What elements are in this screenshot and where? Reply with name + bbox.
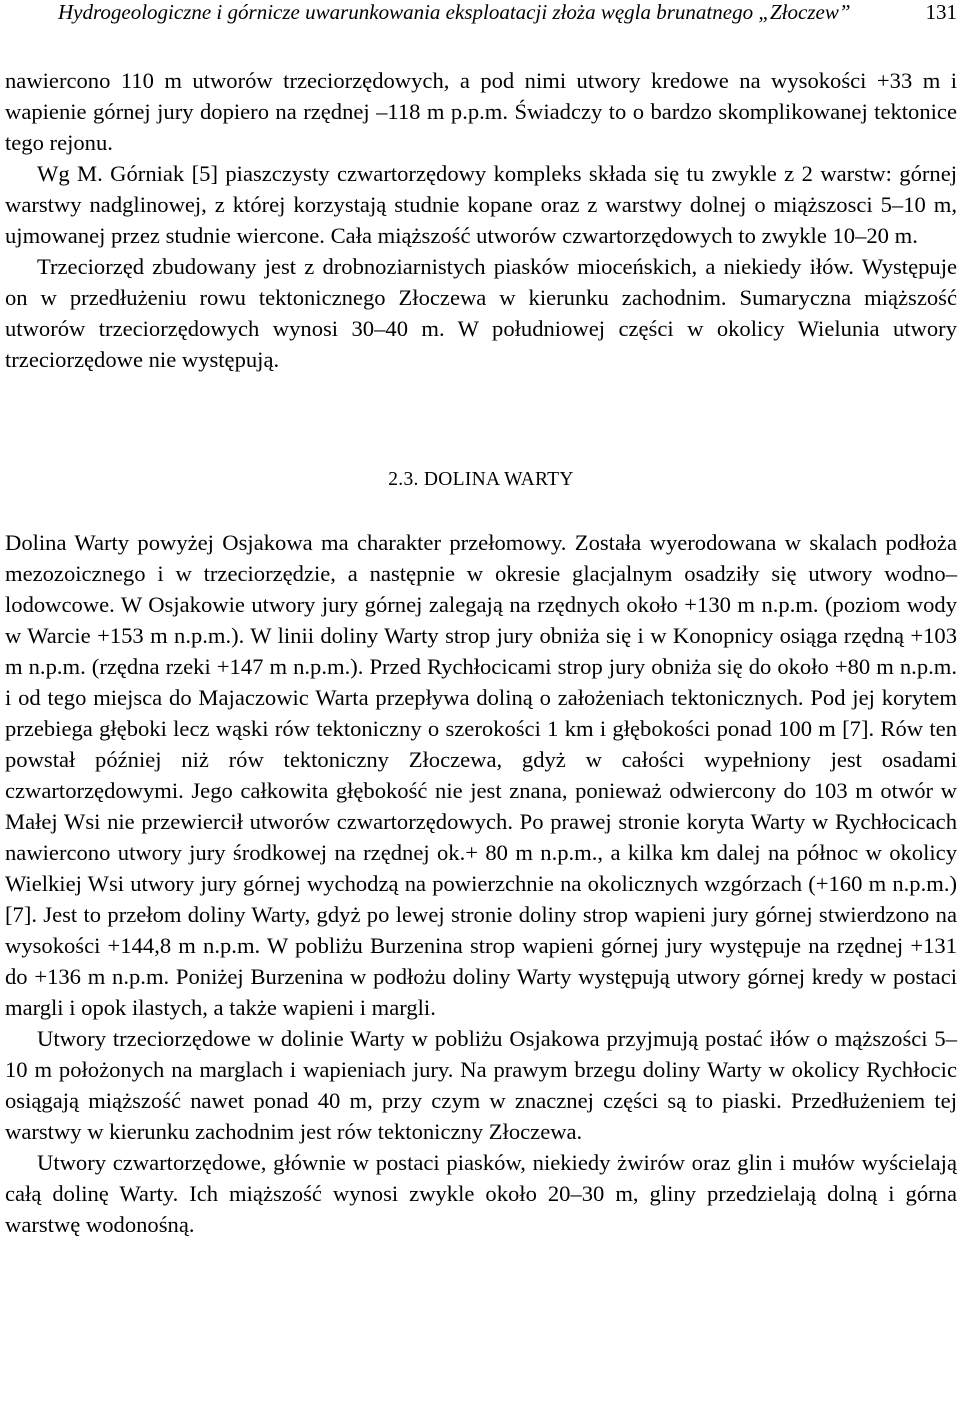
text-block-bottom [5, 527, 957, 1240]
paragraph-quaternary: Wg M. Górniak [5] piaszczysty czwartorzędowy kompleks składa się tu zwykle z 2 warstw: górnej warstwy nadglinowej, z której korzystają studnie kopane oraz z warstwy dolnej o miąższosci 5–10 m, ujmowanej przez studnie wiercone. Cała miąższość utworów czwartorzędowych to zwykle 10–20 m. [5, 161, 957, 248]
paragraph-continuation: nawiercono 110 m utworów trzeciorzędowych, a pod nimi utwory kredowe na wysokości +33 m i wapienie górnej jury dopiero na rzędnej –118 m p.p.m. Świadczy to o bardzo skomplikowanej tektonice tego rejonu. [5, 68, 957, 155]
document-page [5, 0, 957, 1237]
paragraph-valley-quaternary: Utwory czwartorzędowe, głównie w postaci piasków, niekiedy żwirów oraz glin i mułów wyścielają całą dolinę Warty. Ich miąższość wynosi zwykle około 20–30 m, gliny przedzielają dolną i górna warstwę wodonośną. [5, 1150, 957, 1237]
text-block-top [5, 65, 957, 375]
section-heading: 2.3. DOLINA WARTY [388, 469, 574, 490]
running-title: Hydrogeologiczne i górnicze uwarunkowania eksploatacji złoża węgla brunatnego „Złoczew” [58, 0, 851, 24]
paragraph-valley-tertiary: Utwory trzeciorzędowe w dolinie Warty w pobliżu Osjakowa przyjmują postać iłów o mąższości 5–10 m położonych na marglach i wapieniach jury. Na prawym brzegu doliny Warty w okolicy Rychłocic osiągają miąższość nawet ponad 40 m, przy czym w znacznej części są to piaski. Przedłużeniem tej warstwy w kierunku zachodnim jest rów tektoniczny Złoczewa. [5, 1026, 957, 1144]
paragraph-valley-description: Dolina Warty powyżej Osjakowa ma charakter przełomowy. Została wyerodowana w skalach podłoża mezozoicznego i w trzeciorzędzie, a następnie w okresie glacjalnym osadziły się utwory wodno–lodowcowe. W Osjakowie utwory jury górnej zalegają na rzędnych około +130 m n.p.m. (poziom wody w Warcie +153 m n.p.m.). W linii doliny Warty strop jury obniża się i w Konopnicy osiąga rzędną +103 m n.p.m. (rzędna rzeki +147 m n.p.m.). Przed Rychłocicami strop jury obniża się do około +80 m n.p.m. i od tego miejsca do Majaczowic Warta przepływa doliną o założeniach tektonicznych. Pod jej korytem przebiega głęboki lecz wąski rów tektoniczny o szerokości 1 km i głębokości ponad 100 m [7]. Rów ten powstał później niż rów tektoniczny Złoczewa, gdyż w całości wypełniony jest osadami czwartorzędowymi. Jego całkowita głębokość nie jest znana, ponieważ odwiercony do 103 m otwór w Małej Wsi nie przewiercił utworów czwartorzędowych. Po prawej stronie koryta Warty w Rychłocicach nawiercono utwory jury środkowej na rzędnej ok.+ 80 m n.p.m., a kilka km dalej na północ w okolicy Wielkiej Wsi utwory jury górnej wychodzą na powierzchnie na okolicznych wzgórzach (+160 m n.p.m.) [7]. Jest to przełom doliny Warty, gdyż po lewej stronie doliny strop wapieni jury górnej stwierdzono na wysokości +144,8 m n.p.m. W pobliżu Burzenina strop wapieni górnej jury występuje na rzędnej +131 do +136 m n.p.m. Poniżej Burzenina w podłożu doliny Warty występują utwory górnej kredy w postaci margli i opok ilastych, a także wapieni i margli. [5, 530, 957, 1020]
paragraph-tertiary: Trzeciorzęd zbudowany jest z drobnoziarnistych piasków mioceńskich, a niekiedy iłów. Występuje on w przedłużeniu rowu tektonicznego Złoczewa w kierunku zachodnim. Sumaryczna miąższość utworów trzeciorzędowych wynosi 30–40 m. W południowej części w okolicy Wielunia utwory trzeciorzędowe nie występują. [5, 254, 957, 372]
page-number: 131 [925, 0, 957, 24]
running-header [5, 0, 957, 40]
